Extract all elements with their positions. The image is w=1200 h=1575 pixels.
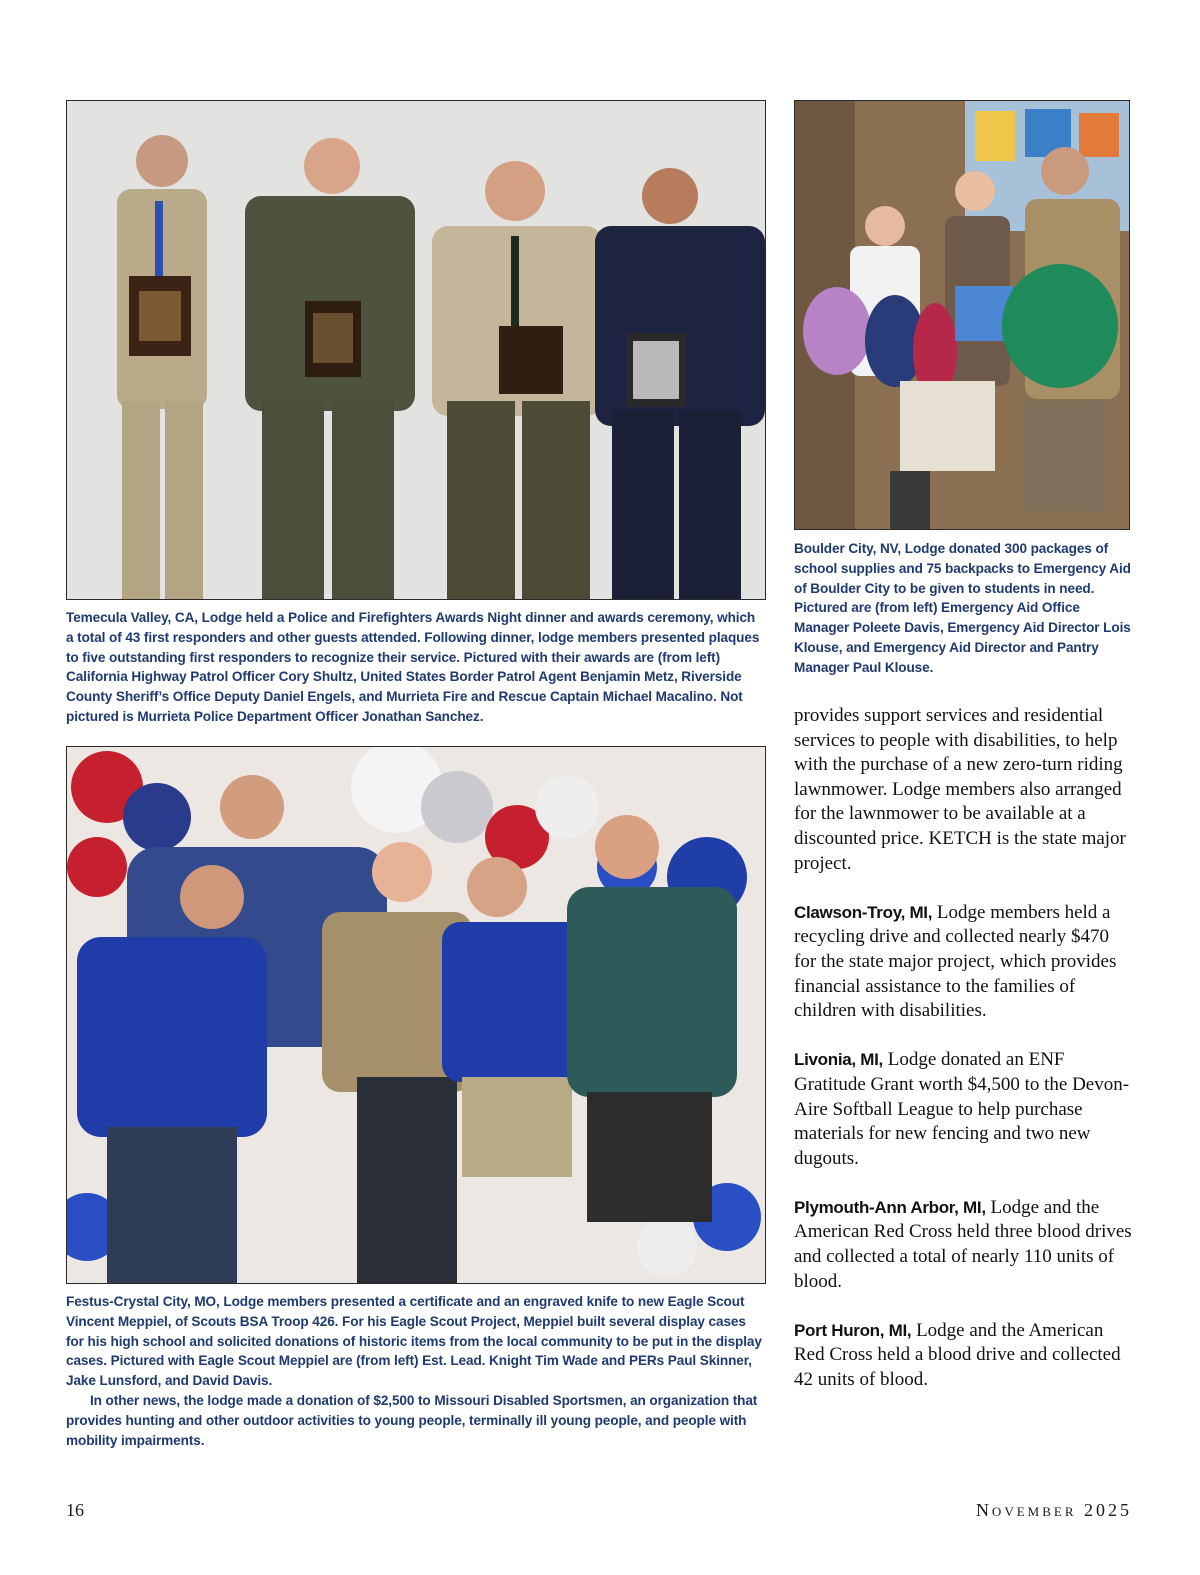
body-item-port-huron <box>794 1319 1134 1393</box>
item-place: Clawson-Troy, MI, <box>794 902 933 922</box>
body-item-livonia <box>794 1048 1134 1171</box>
body-column <box>794 704 1134 1393</box>
item-text: Lodge donated an ENF Gratitude Grant worth $4,500 to the Devon-Aire Softball League to help purchase materials for new fencing and two new dugouts. <box>794 1049 1130 1169</box>
caption-temecula <box>66 608 764 727</box>
caption-text: Lodge members presented a certificate and an engraved knife to new Eagle Scout Vincent Meppiel, of Scouts BSA Troop 426. For his Eagle Scout Project, Meppiel built several display cases for his high school and solicited donations of historic items from the local community to be put in the display cases. Pictured with Eagle Scout Meppiel are (from left) Est. Lead. Knight Tim Wade and PERs Paul Skinner, Jake Lunsford, and David Davis. <box>66 1294 762 1389</box>
issue-date: November 2025 <box>975 1500 1132 1520</box>
item-text: Lodge and the American Red Cross held three blood drives and collected a total of nearly 110 units of blood. <box>794 1196 1132 1292</box>
caption-place: Festus-Crystal City, MO, <box>66 1294 220 1309</box>
body-item-plymouth-ann-arbor <box>794 1196 1134 1294</box>
caption-text: Lodge donated 300 packages of school supplies and 75 backpacks to Emergency Aid of Boulder City to be given to students in need. Pictured are (from left) Emergency Aid Office Manager Poleete Davis, Emergency Aid Director Lois Klouse, and Emergency Aid Director and Pantry Manager Paul Klouse. <box>794 541 1131 675</box>
caption-boulder-city <box>794 539 1132 678</box>
body-continued: provides support services and residential services to people with disabilities, to help with the purchase of a new zero-turn riding lawnmower. Lodge members also arranged for the lawnmower to be available at a discounted price. KETCH is the state major project. <box>794 705 1126 874</box>
caption-festus <box>66 1292 764 1450</box>
caption-place: Boulder City, NV, <box>794 541 902 556</box>
item-place: Livonia, MI, <box>794 1050 883 1070</box>
photo-boulder-city-backpacks <box>794 100 1130 530</box>
caption-place: Temecula Valley, CA, <box>66 610 198 625</box>
item-place: Plymouth-Ann Arbor, MI, <box>794 1197 986 1217</box>
item-text: Lodge members held a recycling drive and collected nearly $470 for the state major project, which provides financial assistance to the families of children with disabilities. <box>794 901 1117 1022</box>
photo-temecula-awards <box>66 100 766 600</box>
photo-festus-eagle-scout <box>66 746 766 1284</box>
body-item-clawson-troy <box>794 901 1134 1024</box>
item-text: Lodge and the American Red Cross held a blood drive and collected 42 units of blood. <box>794 1319 1121 1391</box>
caption-text: Lodge held a Police and Firefighters Awards Night dinner and awards ceremony, which a total of 43 first responders and other guests attended. Following dinner, lodge members presented plaques to five outstanding first responders to recognize their service. Pictured with their awards are (from left) California Highway Patrol Officer Cory Shultz, United States Border Patrol Agent Benjamin Metz, Riverside County Sheriff’s Office Deputy Daniel Engels, and Murrieta Fire and Rescue Captain Michael Macalino. Not pictured is Murrieta Police Department Officer Jonathan Sanchez. <box>66 610 760 724</box>
page-number: 16 <box>66 1500 84 1520</box>
item-place: Port Huron, MI, <box>794 1320 912 1340</box>
caption-text-2: In other news, the lodge made a donation of $2,500 to Missouri Disabled Sportsmen, an organization that provides hunting and other outdoor activities to young people, terminally ill young people, and people with mobility impairments. <box>66 1392 758 1448</box>
